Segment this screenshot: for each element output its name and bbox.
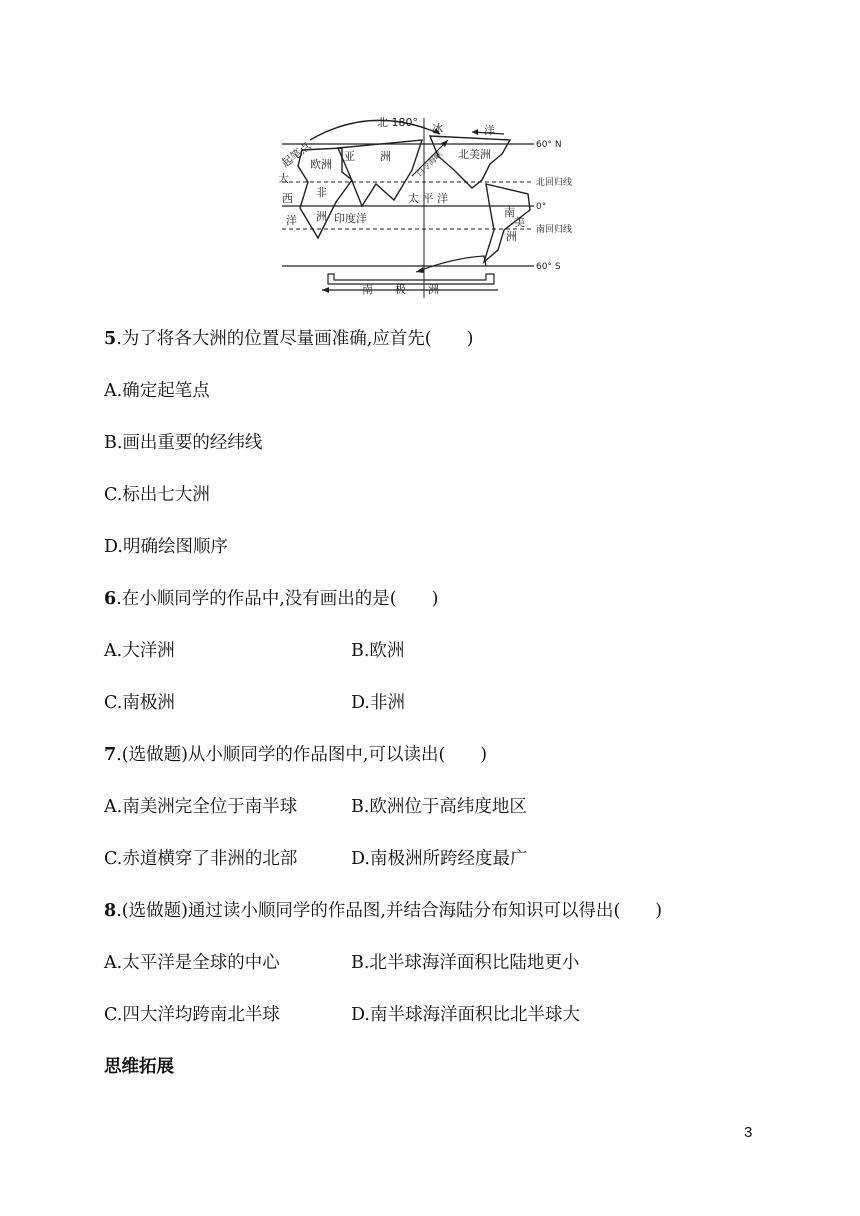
map-label-indian-ocean: 印度洋	[334, 212, 367, 225]
option-6c: C.南极洲	[104, 693, 175, 713]
map-label-ice: 冰	[432, 122, 443, 135]
option-7c: C.赤道横穿了非洲的北部	[104, 849, 298, 869]
map-label-pacific: 太 平 洋	[408, 192, 448, 205]
question-number: 5	[104, 329, 117, 349]
question-number: 6	[104, 589, 117, 609]
map-label-equator: 0°	[536, 202, 547, 212]
map-label-fei: 非	[316, 186, 327, 199]
question-8	[104, 899, 662, 923]
map-label-xi: 西	[282, 192, 293, 205]
map-label-tropic-capricorn: 南回归线	[536, 225, 573, 235]
option-7d: D.南极洲所跨经度最广	[351, 849, 528, 869]
section-title: 思维拓展	[104, 1057, 174, 1077]
map-label-ocean-n: 洋	[484, 124, 495, 137]
map-label-yang: 洋	[286, 214, 297, 227]
map-label-sa-mei: 美	[514, 216, 525, 229]
option-5d: D.明确绘图顺序	[104, 537, 228, 557]
option-8c: C.四大洋均跨南北半球	[104, 1005, 280, 1025]
option-row	[104, 847, 528, 871]
option-8d: D.南半球海洋面积比北半球大	[351, 1005, 580, 1025]
map-label-tropic-cancer: 北回归线	[536, 178, 573, 188]
map-label-sa-zhou: 洲	[506, 230, 517, 243]
map-label-zhou: 洲	[316, 210, 327, 223]
map-label-asia-ya: 亚	[344, 150, 355, 163]
map-label-start-point: 起笔点	[279, 139, 314, 170]
question-text: .在小顺同学的作品中,没有画出的是( )	[116, 589, 439, 609]
option-row	[104, 951, 580, 975]
question-6	[104, 587, 438, 611]
map-label-antarctica: 南——极——洲	[362, 283, 439, 296]
option-5c: C.标出七大洲	[104, 485, 210, 505]
option-8a: A.太平洋是全球的中心	[104, 953, 280, 973]
option-row	[104, 691, 405, 715]
option-6b: B.欧洲	[351, 641, 405, 661]
map-label-60n: 60° N	[536, 140, 562, 150]
continent-sketch-map	[272, 110, 592, 300]
question-text: .(选做题)通过读小顺同学的作品图,并结合海陆分布知识可以得出( )	[116, 901, 663, 921]
map-label-asia-zhou: 洲	[380, 150, 391, 163]
map-label-north-america: 北美洲	[458, 148, 491, 161]
map-label-60s: 60° S	[536, 262, 561, 272]
option-6d: D.非洲	[351, 693, 405, 713]
option-5b: B.画出重要的经纬线	[104, 433, 263, 453]
page-number: 3	[744, 1124, 753, 1141]
map-label-sa-nan: 南	[504, 206, 515, 219]
option-7b: B.欧洲位于高纬度地区	[351, 797, 527, 817]
map-label-da: 大	[278, 172, 289, 185]
question-number: 8	[104, 901, 117, 921]
question-7	[104, 743, 487, 767]
option-8b: B.北半球海洋面积比陆地更小	[351, 953, 580, 973]
option-7a: A.南美洲完全位于南半球	[104, 797, 298, 817]
option-row	[104, 795, 527, 819]
map-label-north-180: 北 180°	[377, 116, 418, 129]
question-text: .为了将各大洲的位置尽量画准确,应首先( )	[116, 329, 474, 349]
question-number: 7	[104, 745, 117, 765]
option-row	[104, 1003, 580, 1027]
question-text: .(选做题)从小顺同学的作品图中,可以读出( )	[116, 745, 488, 765]
option-6a: A.大洋洲	[104, 641, 175, 661]
option-5a: A.确定起笔点	[104, 381, 210, 401]
option-row	[104, 639, 405, 663]
map-label-europe: 欧洲	[310, 158, 332, 171]
map-label-bering: 白令海峡	[414, 149, 444, 179]
question-5	[104, 327, 473, 351]
